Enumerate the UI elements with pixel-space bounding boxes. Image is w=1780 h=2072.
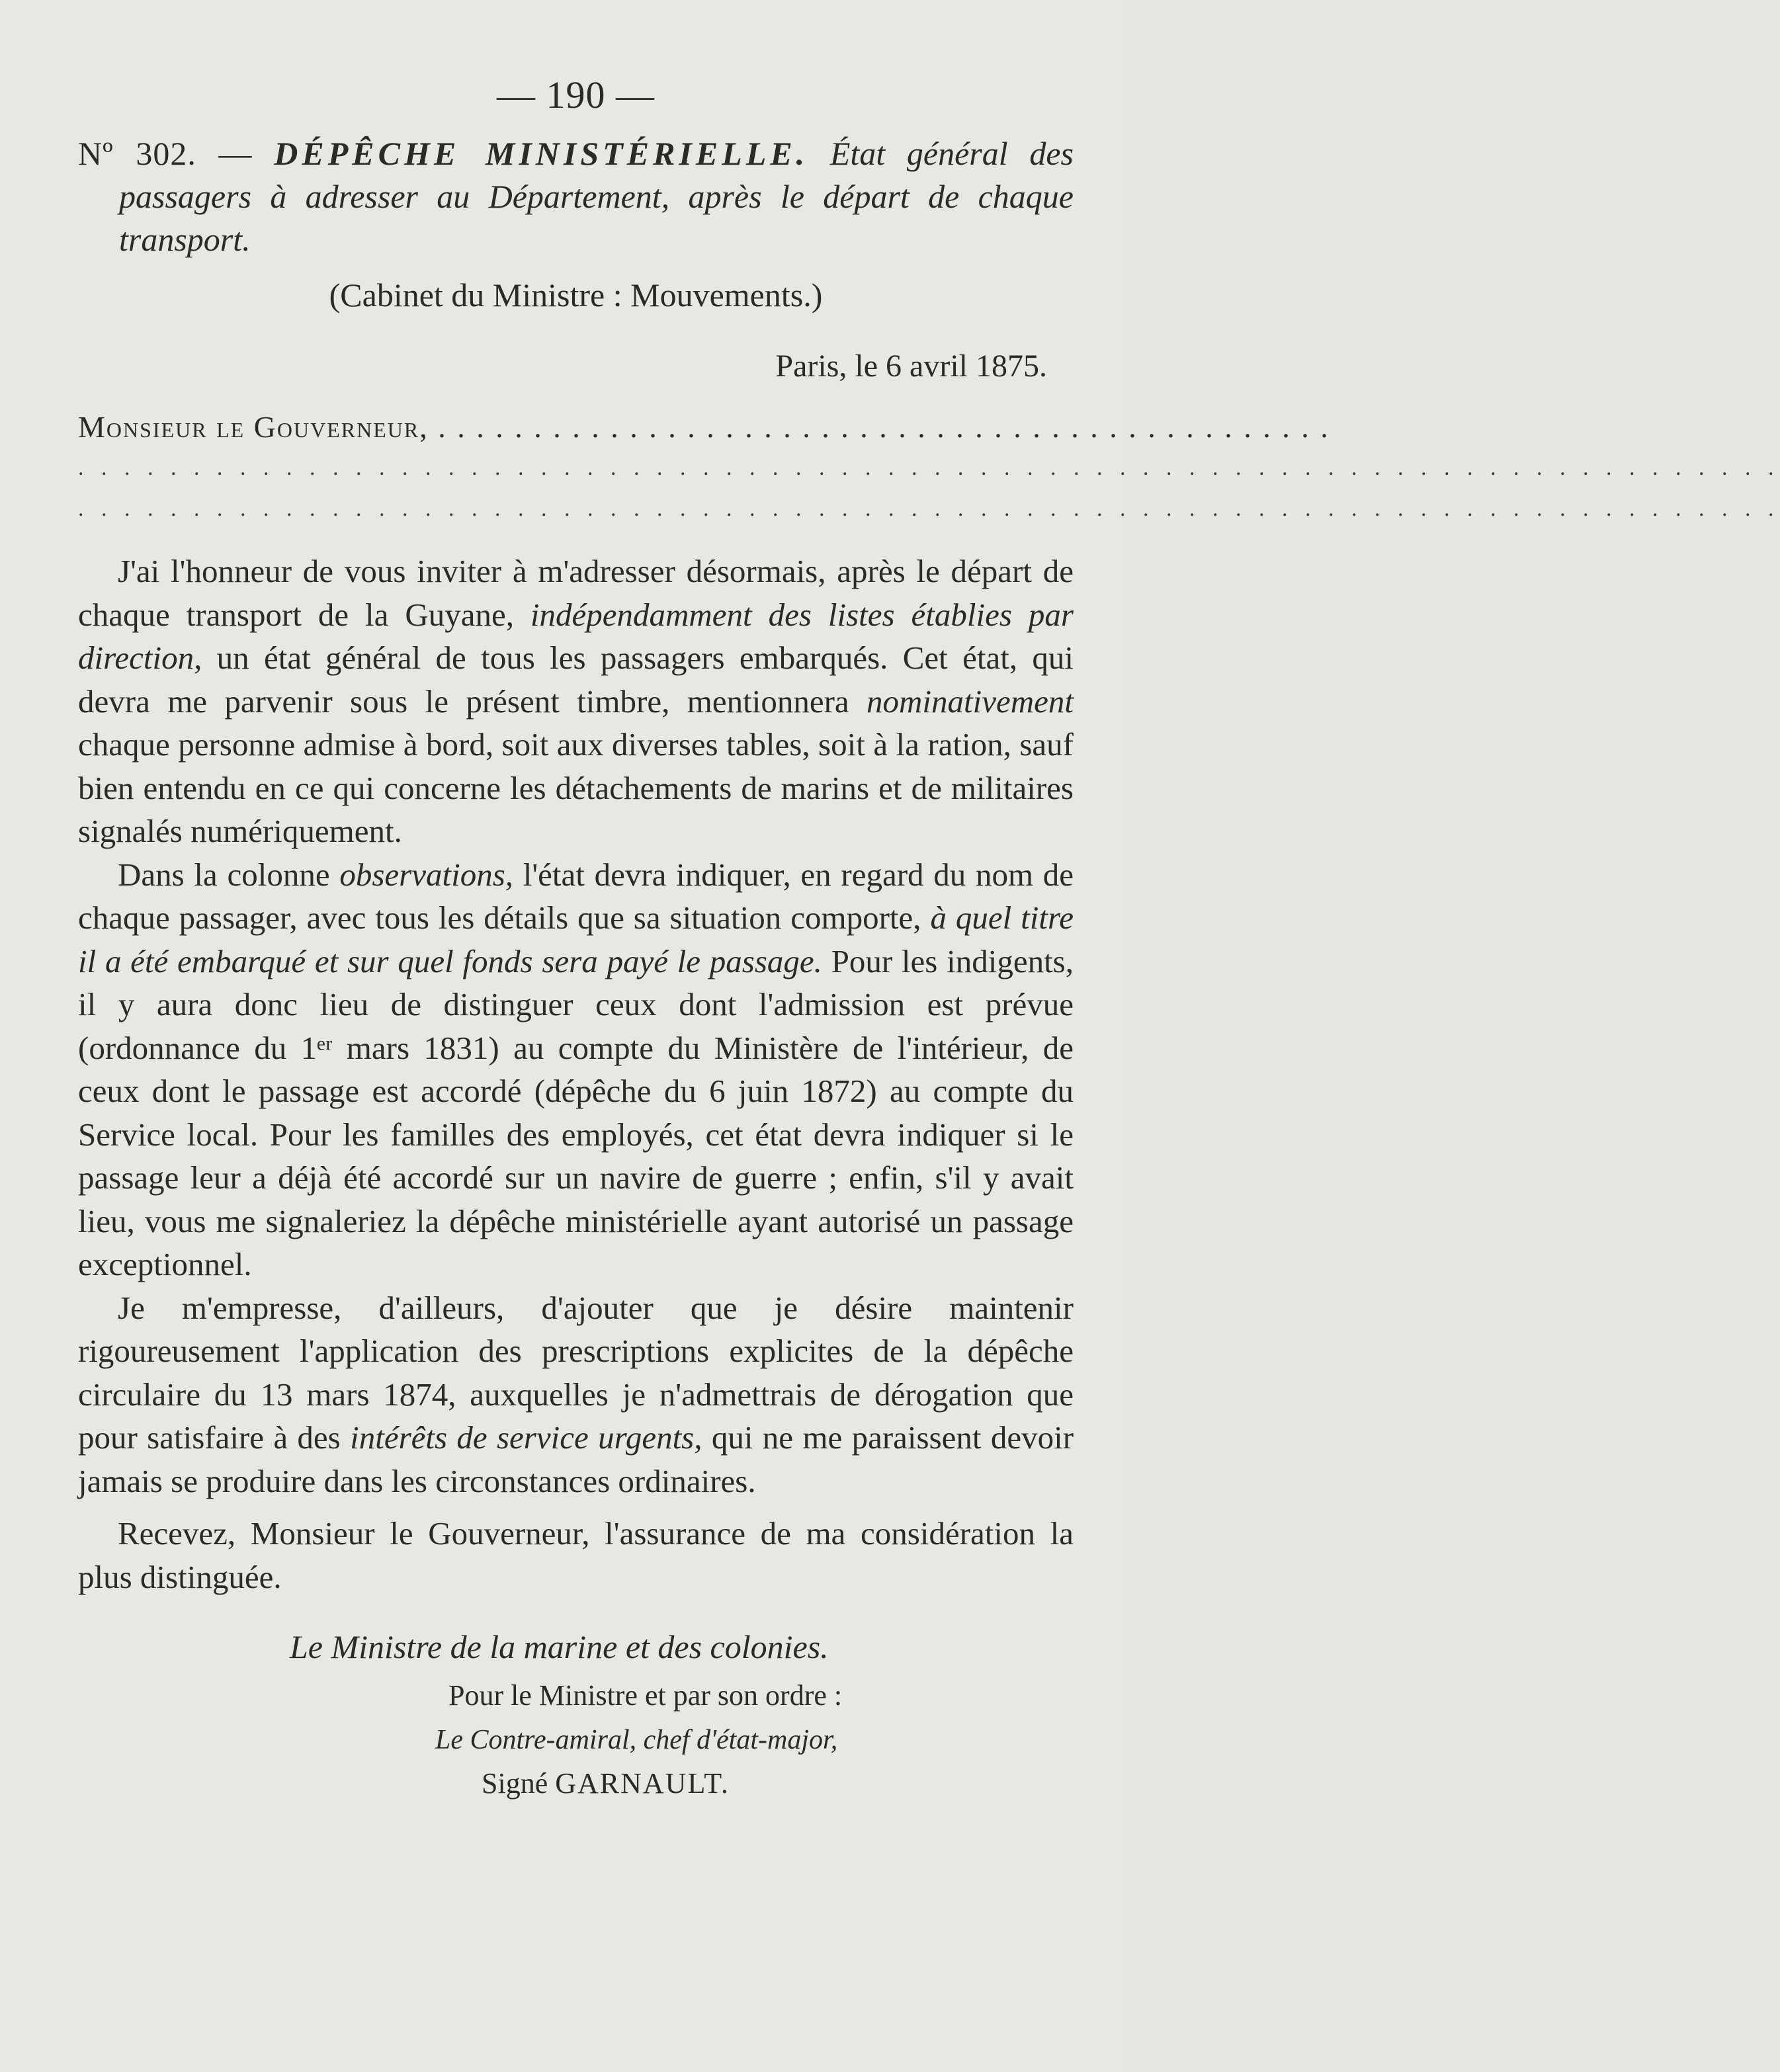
cabinet-subtitle: (Cabinet du Ministre : Mouvements.) [329,276,823,313]
signature-block [78,1625,1074,1803]
signed-label: Signé [482,1767,548,1800]
salutation-line: Monsieur le Gouverneur, . . . . . . . . . . . . . . . . . . . . . . . . . . . . . . . . . . . . . . . . . . . . . . . [78,410,1330,444]
page-number: — 190 — [497,73,655,116]
paragraph-text: Je m'empresse, d'ailleurs, d'ajouter que je désire maintenir rigoureusement l'application des prescriptions explicites de la dépêche circulaire du 13 mars 1874, auxquelles je n'admettrais de dérogation que pour satisfaire à des [78,1289,1074,1456]
paragraph-text: Pour les indigents, il y aura donc lieu de distinguer ceux dont l'admission est prévue (ordonnance du 1ᵉʳ mars 1831) au compte du Ministère de l'intérieur, de ceux dont le passage est accordé (dépêche du 6 juin 1872) au compte du Service local. Pour les familles des employés, cet état devra indiquer si le passage leur a déjà été accordé sur un navire de guerre ; enfin, s'il y avait lieu, vous me signaleriez la dépêche ministérielle ayant autorisé un passage exceptionnel. [78,942,1074,1282]
dotted-line: . . . . . . . . . . . . . . . . . . . . . . . . . . . . . . . . . . . . . . . . . . . . . . . . . . . . . . . . . . . . . . . . . . . . . . . . . . [78,497,1780,521]
paragraph-text: chaque personne admise à bord, soit aux diverses tables, soit à la ration, sauf bien entendu en ce qui concerne les détachements de marins et de militaires signalés numériquement. [78,726,1074,849]
paragraph-text: J'ai l'honneur de vous inviter à m'adresser désormais, après le départ de chaque transport de la Guyane, [78,553,1074,633]
paragraph-3 [78,1286,1074,1503]
entry-description: État général des passagers à adresser au Département, après le départ de chaque transport. [119,135,1074,258]
paragraph-emphasis: intérêts de service urgents, [350,1419,702,1456]
paragraph-emphasis: observations, [339,856,514,893]
entry-heading [78,132,1074,261]
paragraph-emphasis: à quel titre il a été embarqué et sur quel fonds sera payé le passage. [78,899,1074,979]
entry-title: DÉPÊCHE MINISTÉRIELLE. [274,135,809,172]
order-line: Pour le Ministre et par son ordre : [448,1679,843,1712]
paragraph-1 [78,550,1074,853]
letter-body [78,550,1074,1598]
signed-line [482,1764,1074,1803]
paragraph-2 [78,853,1074,1286]
paragraph-text: l'état devra indiquer, en regard du nom de chaque passager, avec tous les détails que sa situation comporte, [78,856,1074,936]
rear-admiral-line: Le Contre-amiral, chef d'état-major, [435,1725,838,1755]
dotted-line: . . . . . . . . . . . . . . . . . . . . . . . . . . . . . . . . . . . . . . . . . . . . . . . . . . . . . . . . . . . . . . . . . . . . . . . . . . [78,456,1780,480]
paragraph-text: un état général de tous les passagers embarqués. Cet état, qui devra me parvenir sous le présent timbre, mentionnera [78,640,1074,720]
dateline: Paris, le 6 avril 1875. [775,349,1047,384]
entry-number: Nº 302. — [78,135,253,172]
paragraph-text: Dans la colonne [118,856,330,893]
paragraph-emphasis: nominativement [867,683,1074,720]
salutation: Monsieur le Gouverneur, [78,410,429,444]
text-column [78,73,1780,1803]
signatory-name: GARNAULT. [555,1767,730,1800]
paragraph-emphasis: indépendamment des listes établies par direction, [78,596,1074,676]
minister-line: Le Ministre de la marine et des colonies. [290,1628,829,1665]
paragraph-text: qui ne me paraissent devoir jamais se produire dans les circonstances ordinaires. [78,1419,1074,1499]
paragraph-4: Recevez, Monsieur le Gouverneur, l'assurance de ma considération la plus distinguée. [78,1515,1074,1595]
